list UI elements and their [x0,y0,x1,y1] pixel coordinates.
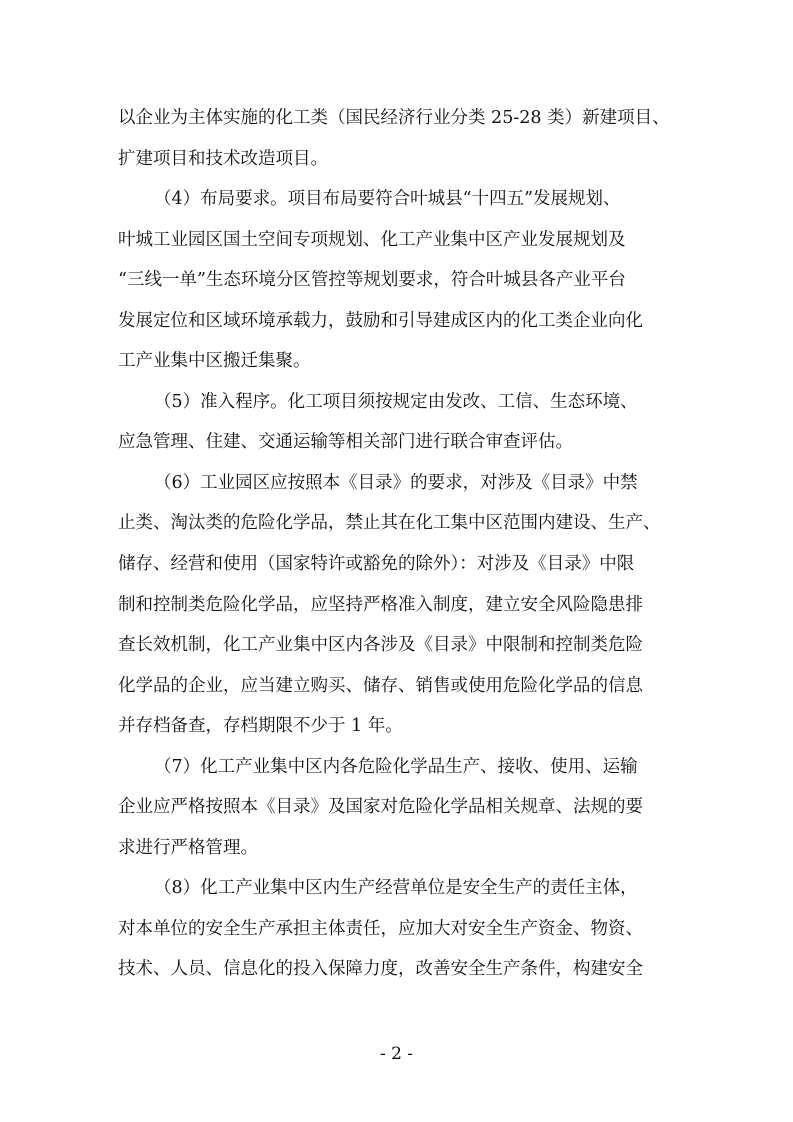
text-line: 查长效机制，化工产业集中区内各涉及《目录》中限制和控制类危险 [118,635,643,656]
text-line: 以企业为主体实施的化工类（国民经济行业分类 25-28 类）新建项目、 [118,108,670,128]
text-line: 求进行严格管理。 [118,837,258,858]
text-line: 企业应严格按照本《目录》及国家对危险化学品相关规章、法规的要 [118,797,643,818]
paragraph-6-start: （6）工业园区应按照本《目录》的要求，对涉及《目录》中禁 [154,472,638,493]
text-line: “三线一单”生态环境分区管控等规划要求，符合叶城县各产业平台 [118,270,626,291]
paragraph-7-start: （7）化工产业集中区内各危险化学品生产、接收、使用、运输 [154,756,638,777]
text-line: 发展定位和区域环境承载力，鼓励和引导建成区内的化工类企业向化 [118,310,643,331]
text-line: 扩建项目和技术改造项目。 [118,148,328,169]
text-line: 对本单位的安全生产承担主体责任，应加大对安全生产资金、物资、 [118,918,643,939]
paragraph-4-start: （4）布局要求。项目布局要符合叶城县“十四五”发展规划、 [154,189,621,210]
text-line: 应急管理、住建、交通运输等相关部门进行联合审查评估。 [118,432,573,453]
document-body [118,98,678,990]
text-line: 储存、经营和使用（国家特许或豁免的除外）：对涉及《目录》中限 [118,554,635,575]
paragraph-5-start: （5）准入程序。化工项目须按规定由发改、工信、生态环境、 [154,391,638,412]
text-line: 技术、人员、信息化的投入保障力度，改善安全生产条件，构建安全 [118,959,643,980]
text-line: 工产业集中区搬迁集聚。 [118,351,311,372]
text-line: 叶城工业园区国土空间专项规划、化工产业集中区产业发展规划及 [118,229,626,250]
text-line: 化学品的企业，应当建立购买、储存、销售或使用危险化学品的信息 [118,675,643,696]
text-line: 止类、淘汰类的危险化学品，禁止其在化工集中区范围内建设、生产、 [118,513,661,534]
page-number: - 2 - [379,1044,414,1064]
paragraph-8-start: （8）化工产业集中区内生产经营单位是安全生产的责任主体， [154,878,638,899]
text-line: 并存档备查，存档期限不少于 1 年。 [118,716,403,737]
text-line: 制和控制类危险化学品，应坚持严格准入制度，建立安全风险隐患排 [118,594,643,615]
